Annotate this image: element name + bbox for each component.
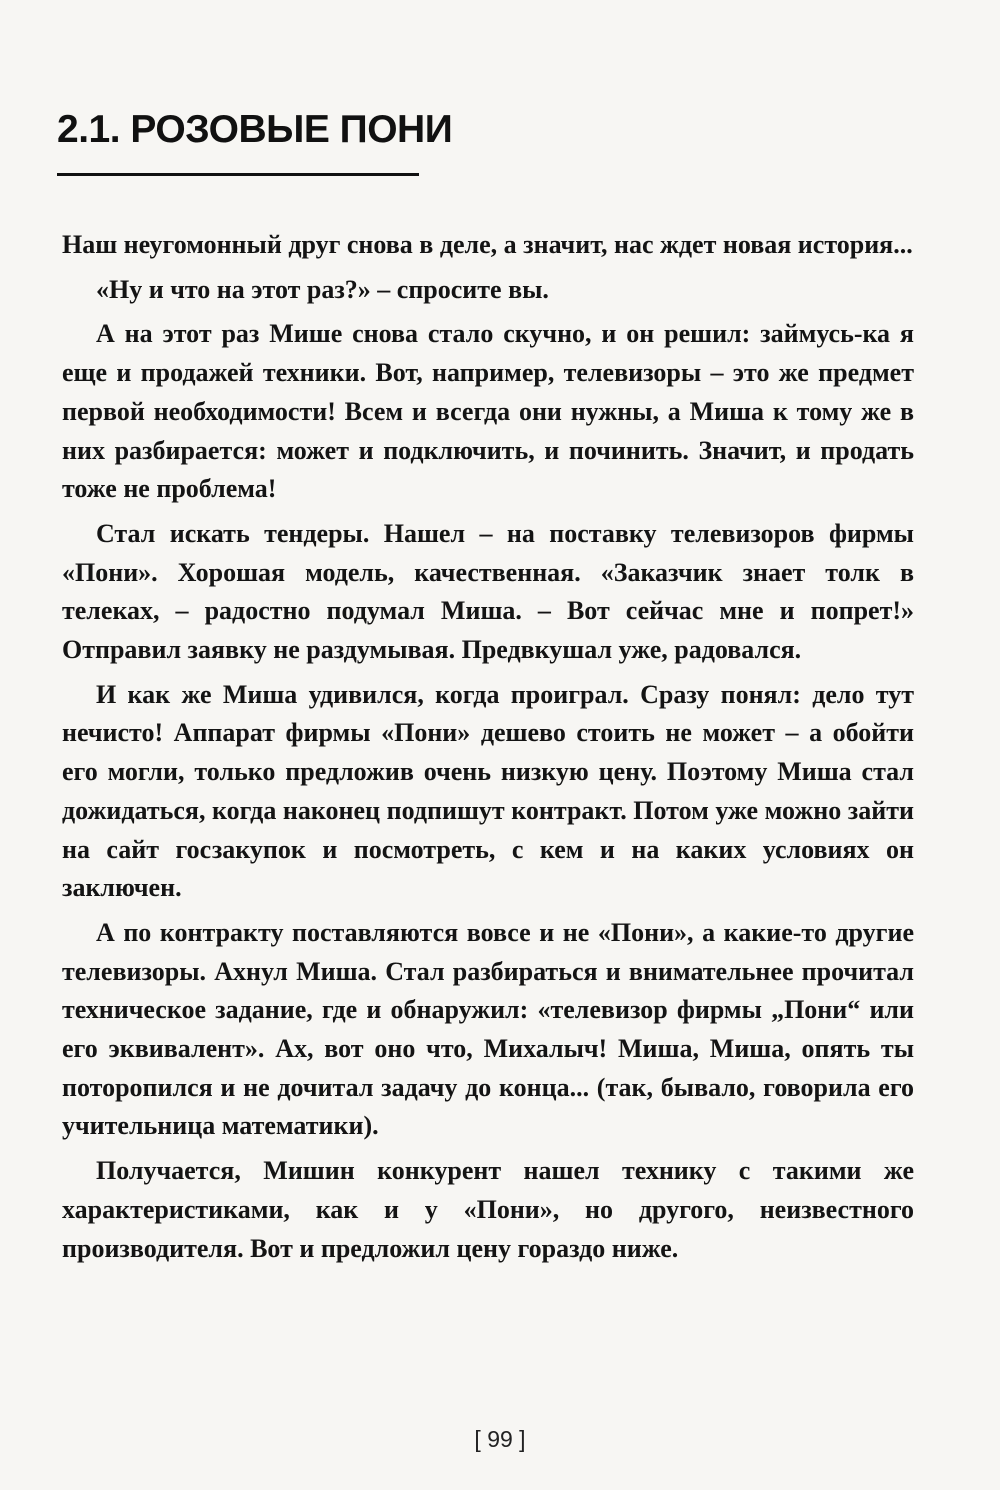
paragraph-5: И как же Миша удивился, когда проиграл. Сразу понял: дело тут нечисто! Аппарат фирмы «Пони» дешево стоить не может – а обойти его могли, только предложив очень низкую цену. Поэтому Миша стал дожидаться, когда наконец подпишут контракт. Потом уже можно зайти на сайт госзакупок и посмотреть, с кем и на каких условиях он заключен. <box>62 679 914 903</box>
paragraph-6: А по контракту поставляются вовсе и не «Пони», а какие-то другие телевизоры. Ахнул Миша. Стал разбираться и внимательнее прочитал техническое задание, где и обнаружил: «телевизор фирмы „Пони“ или его эквивалент». Ах, вот оно что, Михалыч! Миша, Миша, опять ты поторопился и не дочитал задачу до конца... (так, бывало, говорила его учительница математики). <box>62 917 914 1141</box>
body-text <box>62 226 914 1274</box>
section-heading: 2.1. РОЗОВЫЕ ПОНИ <box>57 108 453 151</box>
paragraph-7: Получается, Мишин конкурент нашел технику с такими же характеристиками, как и у «Пони», но другого, неизвестного производителя. Вот и предложил цену гораздо ниже. <box>62 1156 914 1263</box>
page-number: [ 99 ] <box>474 1426 526 1452</box>
paragraph-3: А на этот раз Мише снова стало скучно, и он решил: займусь-ка я еще и продажей техники. Вот, например, телевизоры – это же предмет первой необходимости! Всем и всегда они нужны, а Миша к тому же в них разбирается: может и подключить, и починить. Значит, и продать тоже не проблема! <box>62 319 914 504</box>
heading-underline <box>57 173 419 176</box>
paragraph-4: Стал искать тендеры. Нашел – на поставку телевизоров фирмы «Пони». Хорошая модель, качественная. «Заказчик знает толк в телеках, – радостно подумал Миша. – Вот сейчас мне и попрет!» Отправил заявку не раздумывая. Предвкушал уже, радовался. <box>62 518 914 665</box>
paragraph-2: «Ну и что на этот раз?» – спросите вы. <box>96 274 549 304</box>
paragraph-1: Наш неугомонный друг снова в деле, а значит, нас ждет новая история... <box>62 230 913 259</box>
